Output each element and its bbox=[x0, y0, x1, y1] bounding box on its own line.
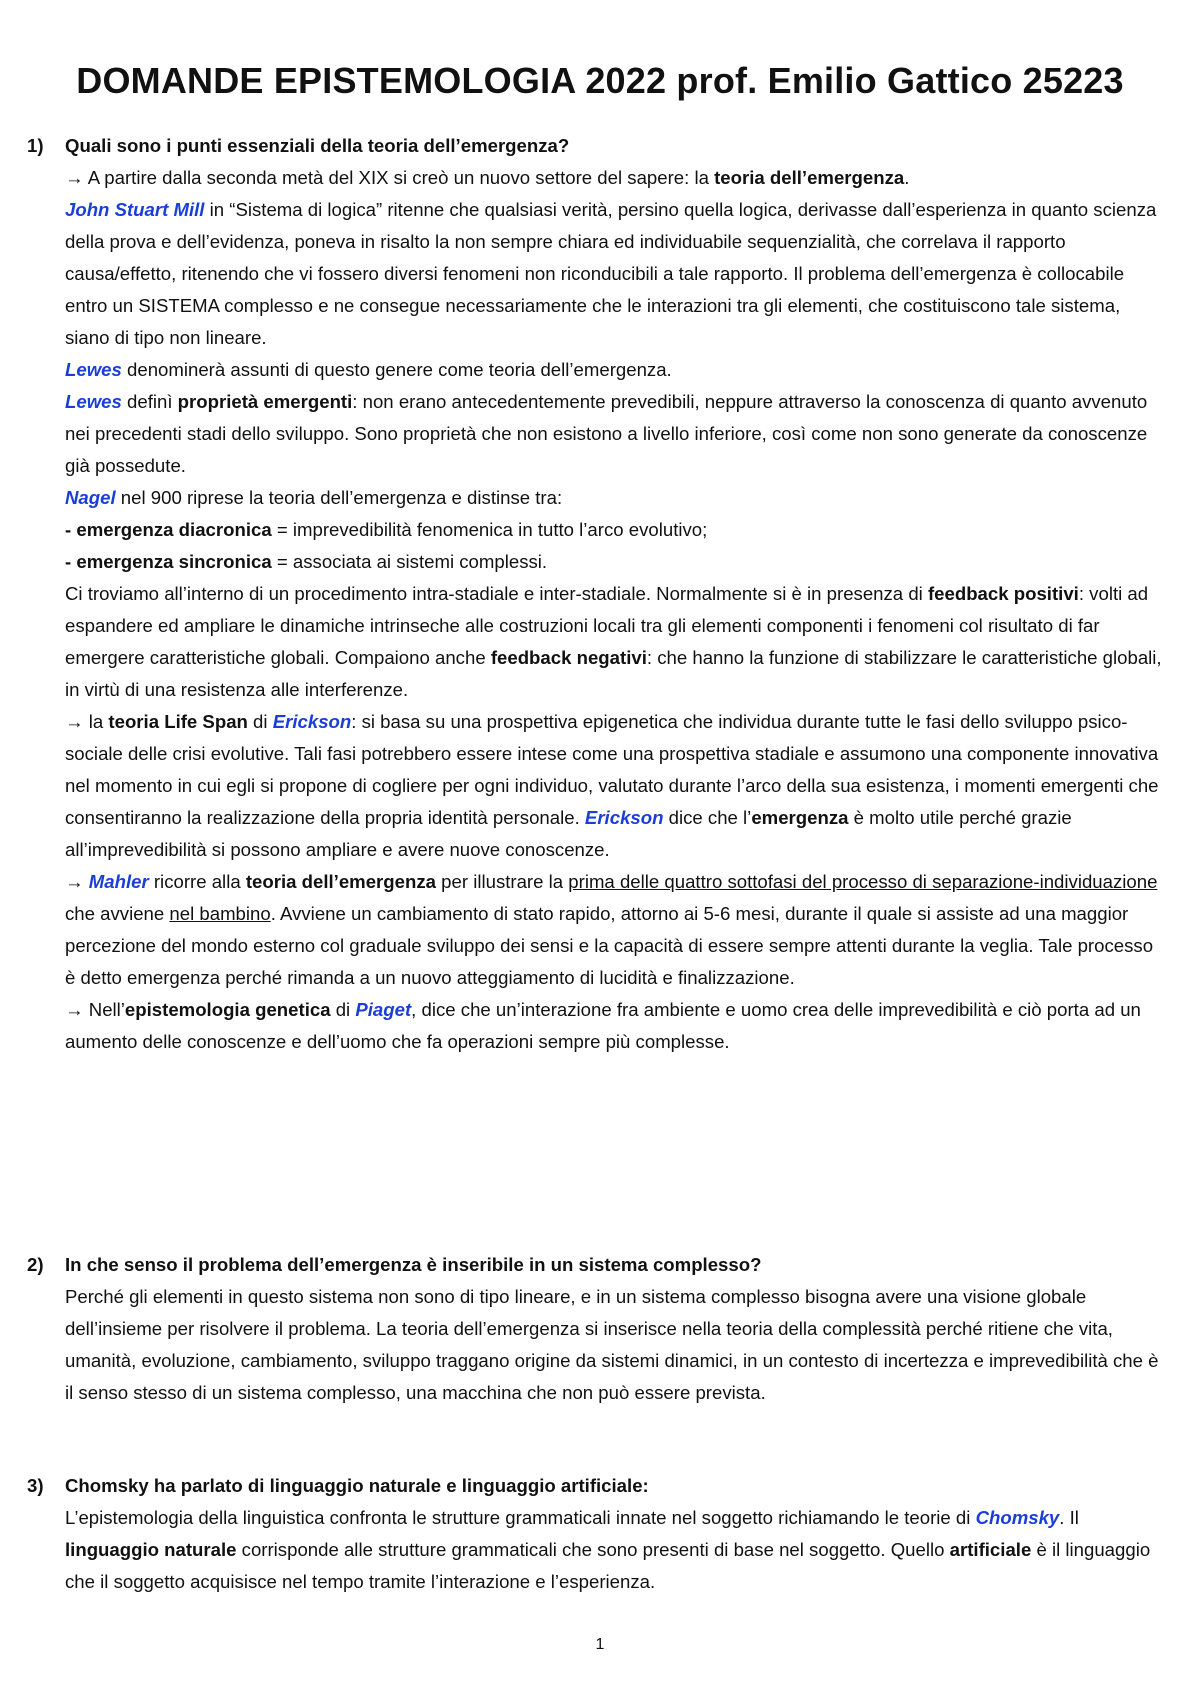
author-name: Lewes bbox=[65, 359, 122, 380]
author-name: Erickson bbox=[584, 807, 664, 828]
author-name: Erickson bbox=[272, 711, 352, 732]
paragraph: L’epistemologia della linguistica confronta le strutture grammaticali innate nel soggetto richiamando le teorie di Chomsky. Il linguaggio naturale corrisponde alle strutture grammaticali che sono presenti di base nel soggetto. Quello artificiale è il linguaggio che il soggetto acquisisce nel tempo tramite l’interazione e l’esperienza. bbox=[65, 1507, 1151, 1592]
arrow-icon: → bbox=[65, 999, 84, 1020]
arrow-icon: → bbox=[65, 167, 84, 188]
question-body bbox=[65, 1470, 1167, 1598]
paragraph: Lewes denominerà assunti di questo genere come teoria dell’emergenza. bbox=[65, 359, 672, 380]
question-body bbox=[65, 1249, 1167, 1409]
arrow-icon: → bbox=[65, 871, 84, 892]
question-title: Chomsky ha parlato di linguaggio naturale e linguaggio artificiale: bbox=[65, 1475, 649, 1496]
paragraph: → la teoria Life Span di Erickson: si basa su una prospettiva epigenetica che individua durante tutte le fasi dello sviluppo psico-sociale delle crisi evolutive. Tali fasi potrebbero essere intese come una prospettiva stadiale e assumono una componente innovativa nel momento in cui egli si propone di cogliere per ogni individuo, valutato durante l’arco della sua esistenza, i momenti emergenti che consentiranno la realizzazione della propria identità personale. Erickson dice che l’emergenza è molto utile perché grazie all’imprevedibilità si possono ampliare e avere nuove conoscenze. bbox=[65, 711, 1159, 860]
underlined-text: prima delle quattro sottofasi del processo di separazione-individuazione bbox=[568, 871, 1158, 892]
paragraph: Nagel nel 900 riprese la teoria dell’emergenza e distinse tra: bbox=[65, 487, 563, 508]
question-1 bbox=[27, 130, 1167, 1058]
question-body bbox=[65, 130, 1167, 1058]
page-number: 1 bbox=[595, 1636, 605, 1653]
question-number: 3) bbox=[27, 1475, 44, 1496]
question-title: Quali sono i punti essenziali della teoria dell’emergenza? bbox=[65, 135, 570, 156]
paragraph: Lewes definì proprietà emergenti: non erano antecedentemente prevedibili, neppure attraverso la conoscenza di quanto avvenuto nei precedenti stadi dello sviluppo. Sono proprietà che non esistono a livello inferiore, così come non sono generate da conoscenze già possedute. bbox=[65, 391, 1148, 476]
question-3 bbox=[27, 1470, 1167, 1598]
paragraph: Perché gli elementi in questo sistema non sono di tipo lineare, e in un sistema complesso bisogna avere una visione globale dell’insieme per risolvere il problema. La teoria dell’emergenza si inserisce nella teoria della complessità perché ritiene che vita, umanità, evoluzione, cambiamento, sviluppo traggano origine da sistemi dinamici, in un contesto di incertezza e imprevedibilità che è il senso stesso di un sistema complesso, una macchina che non può essere prevista. bbox=[65, 1286, 1159, 1403]
author-name: Mahler bbox=[88, 871, 149, 892]
question-title: In che senso il problema dell’emergenza è inseribile in un sistema complesso? bbox=[65, 1254, 762, 1275]
paragraph: → A partire dalla seconda metà del XIX si creò un nuovo settore del sapere: la teoria dell’emergenza. bbox=[65, 167, 910, 188]
document-title: DOMANDE EPISTEMOLOGIA 2022 prof. Emilio Gattico 25223 bbox=[76, 60, 1124, 101]
underlined-text: nel bambino bbox=[169, 903, 271, 924]
author-name: Nagel bbox=[65, 487, 116, 508]
question-number: 2) bbox=[27, 1254, 44, 1275]
list-item: - emergenza sincronica = associata ai sistemi complessi. bbox=[65, 551, 548, 572]
paragraph: → Mahler ricorre alla teoria dell’emergenza per illustrare la prima delle quattro sottofasi del processo di separazione-individuazione che avviene nel bambino. Avviene un cambiamento di stato rapido, attorno ai 5-6 mesi, durante il quale si assiste ad una maggior percezione del mondo esterno col graduale sviluppo dei sensi e la capacità di essere sempre attenti durante la veglia. Tale processo è detto emergenza perché rimanda a un nuovo atteggiamento di lucidità e finalizzazione. bbox=[65, 871, 1158, 988]
list-item: - emergenza diacronica = imprevedibilità fenomenica in tutto l’arco evolutivo; bbox=[65, 519, 708, 540]
author-name: Piaget bbox=[355, 999, 412, 1020]
question-number: 1) bbox=[27, 135, 44, 156]
question-2 bbox=[27, 1249, 1167, 1409]
author-name: John Stuart Mill bbox=[65, 199, 205, 220]
author-name: Lewes bbox=[65, 391, 122, 412]
paragraph: Ci troviamo all’interno di un procedimento intra-stadiale e inter-stadiale. Normalmente si è in presenza di feedback positivi: volti ad espandere ed ampliare le dinamiche intrinseche alle costruzioni locali tra gli elementi componenti i fenomeni col risultato di far emergere caratteristiche globali. Compaiono anche feedback negativi: che hanno la funzione di stabilizzare le caratteristiche globali, in virtù di una resistenza alle interferenze. bbox=[65, 583, 1162, 700]
author-name: Chomsky bbox=[975, 1507, 1060, 1528]
arrow-icon: → bbox=[65, 711, 84, 732]
paragraph: John Stuart Mill in “Sistema di logica” ritenne che qualsiasi verità, persino quella logica, derivasse dall’esperienza in quanto scienza della prova e dell’evidenza, poneva in risalto la non sempre chiara ed individuabile sequenzialità, che correlava il rapporto causa/effetto, ritenendo che vi fossero diversi fenomeni non riconducibili a tale rapporto. Il problema dell’emergenza è collocabile entro un SISTEMA complesso e ne consegue necessariamente che le interazioni tra gli elementi, che costituiscono tale sistema, siano di tipo non lineare. bbox=[65, 199, 1157, 348]
paragraph: → Nell’epistemologia genetica di Piaget, dice che un’interazione fra ambiente e uomo crea delle imprevedibilità e ciò porta ad un aumento delle conoscenze e dell’uomo che fa operazioni sempre più complesse. bbox=[65, 999, 1141, 1052]
